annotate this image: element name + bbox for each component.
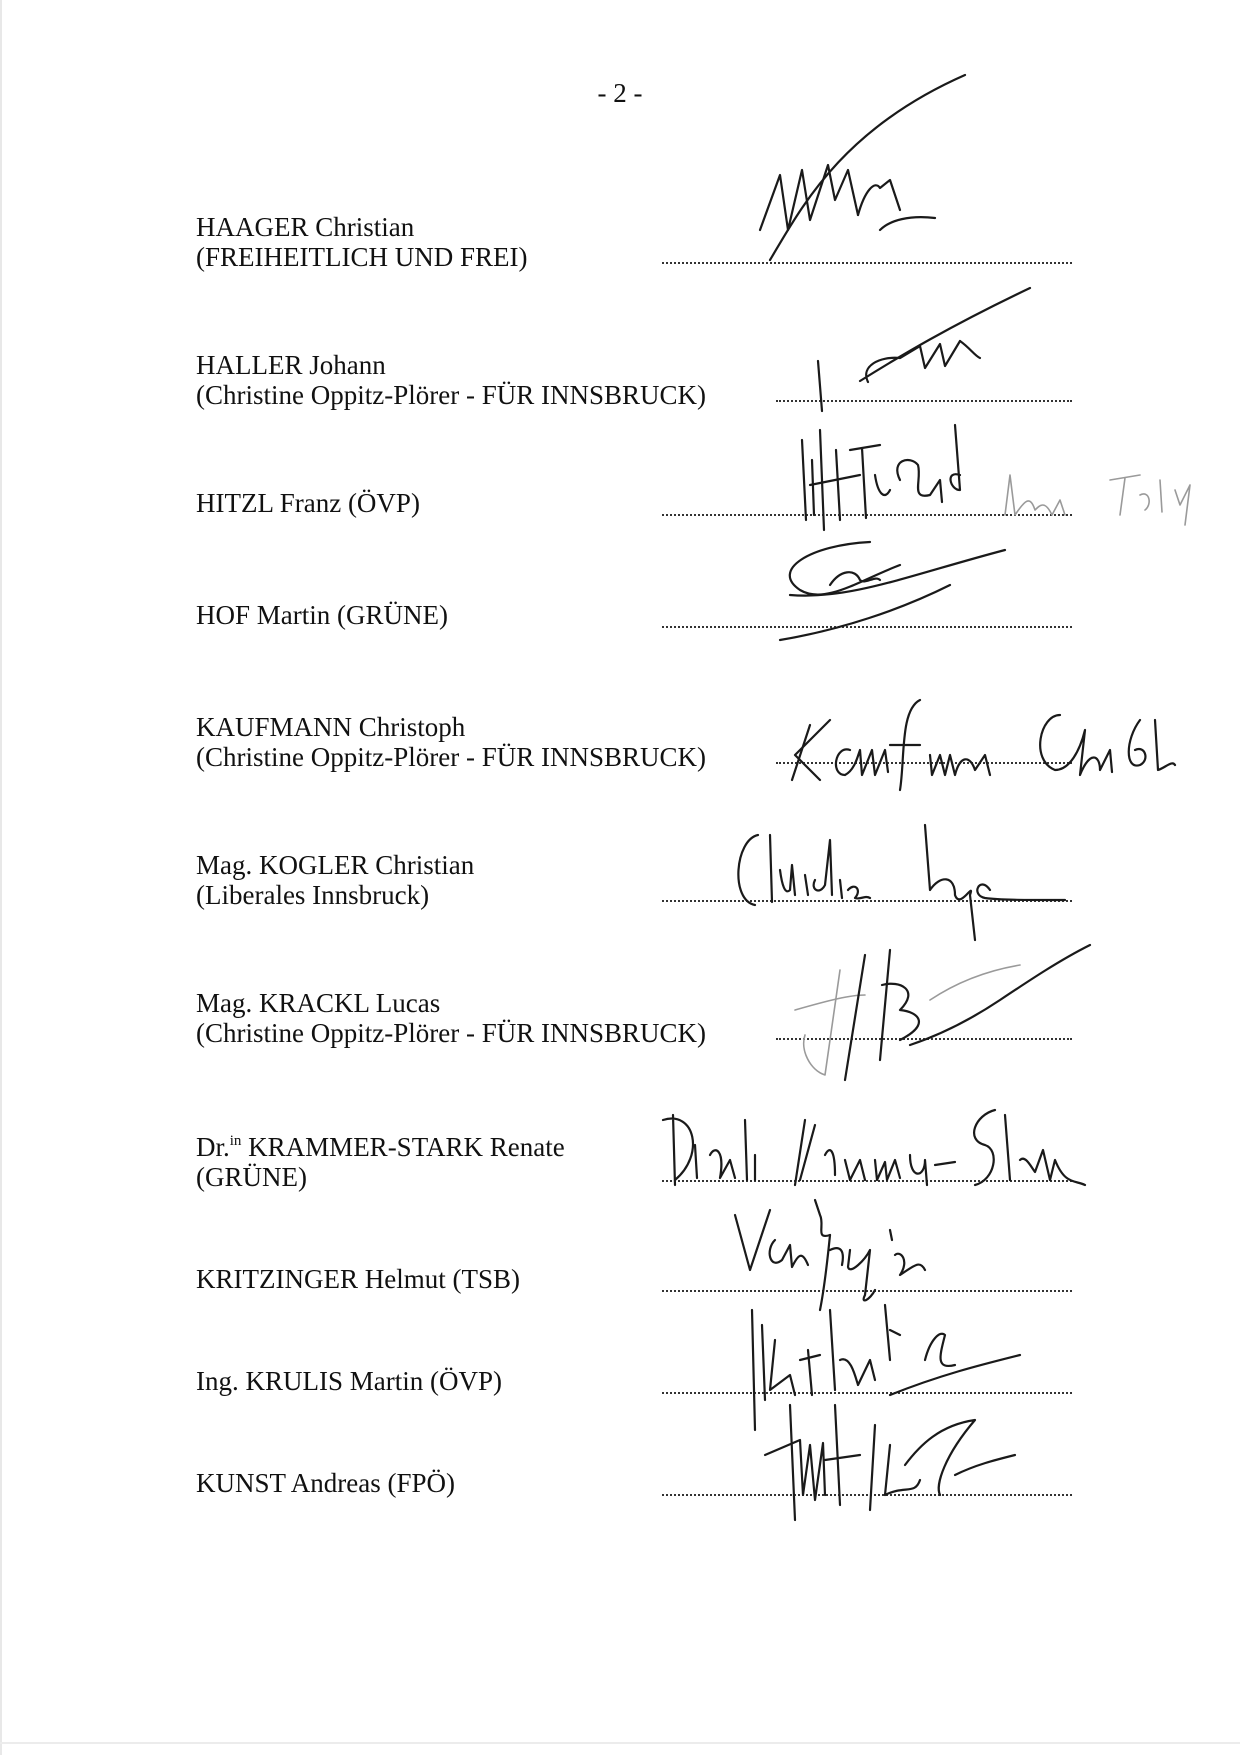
academic-title-suffix: in: [229, 1133, 242, 1149]
signatory-name: KUNST Andreas (FPÖ): [196, 1468, 456, 1498]
signatory-name: Mag. KRACKL Lucas: [196, 988, 441, 1018]
handwritten-signature: [800, 286, 1050, 416]
signatory-party: (Christine Oppitz-Plörer - FÜR INNSBRUCK): [196, 380, 706, 410]
handwritten-signature: [755, 1385, 1025, 1525]
handwritten-signature: [790, 420, 1230, 540]
academic-title: Dr.: [196, 1132, 230, 1162]
signatory-entry: [196, 1366, 502, 1396]
signatory-entry: [196, 350, 706, 410]
signatory-entry: [196, 600, 448, 630]
signatory-entry: [196, 712, 706, 772]
handwritten-signature: [750, 530, 1020, 650]
signatory-name: HAAGER Christian: [196, 212, 415, 242]
signatory-name: Ing. KRULIS Martin (ÖVP): [196, 1366, 502, 1396]
signatory-entry: [196, 1264, 520, 1294]
signatory-entry: [196, 212, 527, 272]
signatory-entry: [196, 488, 420, 518]
handwritten-signature: [740, 70, 980, 280]
signatory-entry: [196, 1126, 565, 1192]
scan-edge-bottom: [0, 1742, 1240, 1744]
signatory-party: (FREIHEITLICH UND FREI): [196, 242, 528, 272]
signatory-entry: [196, 988, 706, 1048]
signatory-name: KRITZINGER Helmut (TSB): [196, 1264, 520, 1294]
page-number: - 2 -: [597, 78, 643, 108]
handwritten-signature: [780, 690, 1200, 800]
signatory-name: HITZL Franz (ÖVP): [196, 488, 420, 518]
signatory-name: KAUFMANN Christoph: [196, 712, 466, 742]
signatory-name-line: [196, 1126, 565, 1162]
handwritten-signature: [770, 940, 1100, 1090]
signatory-name: KRAMMER-STARK Renate: [248, 1132, 565, 1162]
signatory-name: Mag. KOGLER Christian: [196, 850, 475, 880]
signatory-name: HALLER Johann: [196, 350, 386, 380]
signatory-party: (Liberales Innsbruck): [196, 880, 430, 910]
signatory-entry: [196, 1468, 455, 1498]
handwritten-signature: [655, 1100, 1095, 1200]
signatory-party: (Christine Oppitz-Plörer - FÜR INNSBRUCK): [196, 1018, 706, 1048]
signatory-party: (GRÜNE): [196, 1162, 307, 1192]
scan-edge-left: [0, 0, 2, 1755]
signatory-entry: [196, 850, 474, 910]
signatory-party: (Christine Oppitz-Plörer - FÜR INNSBRUCK): [196, 742, 706, 772]
handwritten-signature: [720, 820, 1080, 950]
signatory-name: HOF Martin (GRÜNE): [196, 600, 448, 630]
